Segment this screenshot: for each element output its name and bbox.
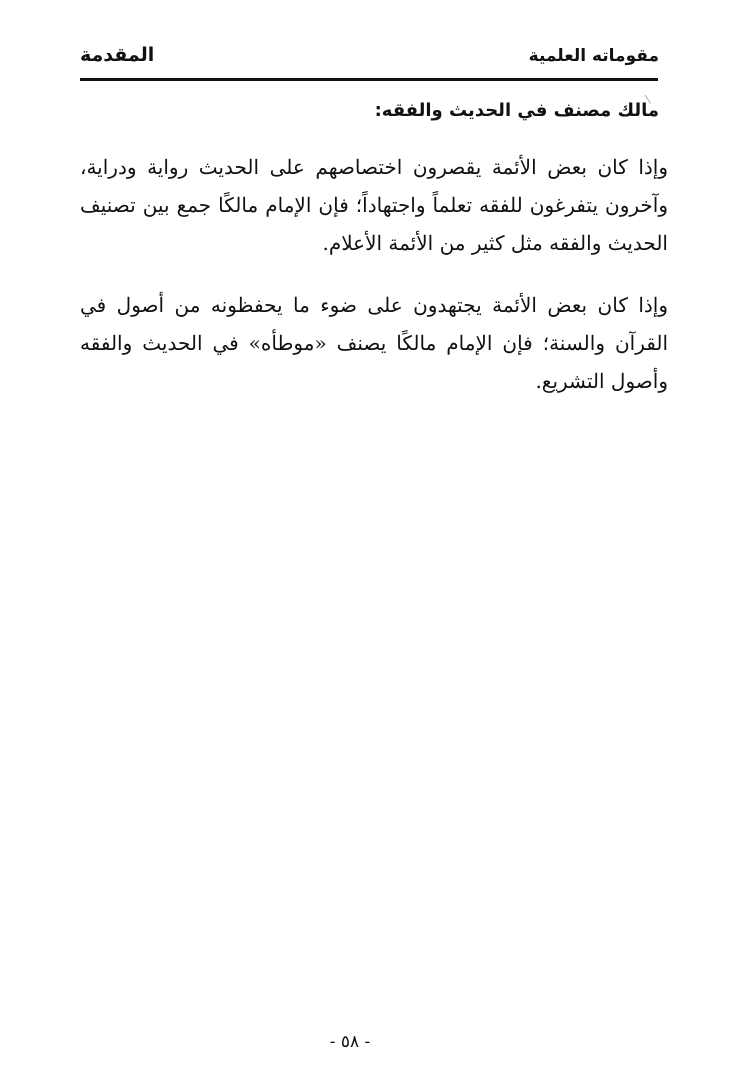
header-divider (80, 78, 658, 81)
running-title: مقوماته العلمية (528, 46, 659, 66)
page-number: - ٥٨ - (329, 1032, 371, 1052)
chapter-title: المقدمة (80, 44, 155, 66)
section-heading: مالك مصنف في الحديث والفقه: (374, 100, 659, 121)
paragraph-2: وإذا كان بعض الأئمة يجتهدون على ضوء ما يحفظونه من أصول في القرآن والسنة؛ فإن الإمام مالكًا يصنف «موطأه» في الحديث والفقه وأصول التشريع. (80, 293, 668, 393)
paragraph-1: وإذا كان بعض الأئمة يقصرون اختصاصهم على الحديث رواية ودراية، وآخرون يتفرغون للفقه تعلماً واجتهاداً؛ فإن الإمام مالكًا جمع بين تصنيف الحديث والفقه مثل كثير من الأئمة الأعلام. (80, 155, 668, 255)
